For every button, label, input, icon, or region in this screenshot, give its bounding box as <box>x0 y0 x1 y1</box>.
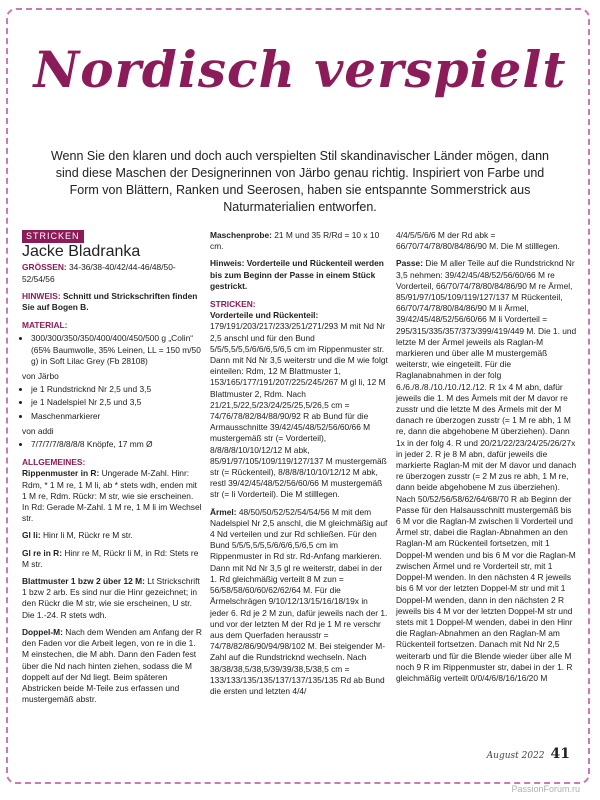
material-needle-2: • je 1 Nadelspiel Nr 2,5 und 3,5 <box>31 397 202 408</box>
gauge-text: 21 M und 35 R/Rd = 10 x 10 cm. <box>210 230 380 252</box>
section-tag: STRICKEN <box>22 230 84 243</box>
pattern-title: Jacke Bladranka <box>22 243 141 261</box>
general-label: ALLGEMEINES: <box>22 457 86 468</box>
note-label: Hinweis: <box>210 258 245 269</box>
column-3 <box>396 230 578 690</box>
column-1 <box>22 230 202 711</box>
material-list <box>22 333 202 367</box>
body-label: Vorderteile und Rückenteil: <box>210 310 319 321</box>
page-title: Nordisch verspielt <box>33 40 567 99</box>
page-number: 41 <box>550 746 570 762</box>
markers-brand: von addi <box>22 425 54 436</box>
issue-date: August 2022 <box>486 751 545 761</box>
rib-text: Ungerade M-Zahl. Hinr: Rdm, * 1 M re, 1 M li, ab * stets wdh, enden mit 1 M re, Rdm. Rückr: M str, wie sie erscheinen. In Rd: Gerade M-Zahl. 1 M re, 1 M li im Wechsel str. <box>22 468 202 524</box>
material-yarn: • 300/300/350/350/400/400/450/500 g „Colin“ (65% Baumwolle, 35% Leinen, LL = 150 m/50 g) in Soft Lilac Grey (Fb 28108) <box>31 333 202 367</box>
material-needle-1: • je 1 Rundstricknd Nr 2,5 und 3,5 <box>31 384 202 395</box>
material-buttons: • 7/7/7/7/8/8/8/8 Knöpfe, 17 mm Ø <box>31 439 202 450</box>
gauge-label: Maschenprobe: <box>210 230 272 240</box>
sizes-label: GRÖSSEN: <box>22 262 67 273</box>
page-footer <box>487 746 570 762</box>
sizes-value: 34-36/38-40/42/44-46/48/50-52/54/56 <box>22 262 176 284</box>
rib-label: Rippenmuster in R: <box>22 468 100 479</box>
article-columns <box>22 230 578 760</box>
note-text: Vorderteile und Rückenteil werden bis zum Beginn der Passe in einem Stück gestrickt. <box>210 258 384 291</box>
body-text: 179/191/203/217/233/251/271/293 M mit Nd Nr 2,5 anschl und für den Bund 5/5/5,5/5,5/6/6/6,5/6,5 cm im Rippenmuster str. Dann mit Nd Nr 3,5 weiterstr und die M wie folgt einteilen: Rdm, 12 M Blattmuster 1, 153/165/177/191/207/225/245/267 M gl li, 12 M Blattmuster 2, Rdm. Nach 21/21,5/22,5/23/24/25/25,5/26,5 cm = 74/76/78/82/84/88/90/92 R ab Bund für die Armausschnitte 39/42/45/48/52/56/60/66 M mustergemäß str (= Vorderteil), 8/8/8/8/10/10/12/12 M abk, 85/91/97/105/109/119/127/137 M mustergemäß str (= Rückenteil), 8/8/8/8/10/10/12/12 M abk, restl 39/42/45/48/52/56/60/66 M mustergemäß str (= li Vorderteil). Die M stilllegen. <box>210 321 388 500</box>
yoke-label: Passe: <box>396 258 424 269</box>
material-label: MATERIAL: <box>22 320 68 331</box>
sleeve-text: 48/50/50/52/52/54/54/56 M mit dem Nadelspiel Nr 2,5 anschl, die M gleichmäßig auf 4 Nd verteilen und zur Rd schließen. Für den Bund 5/5/5,5/5,5/6/6/6,5/6,5 cm im Rippenmuster in Rd str. Rd-Anfang markieren. Dann mit Nd Nr 3,5 gl re weiterstr, dabei in der 1. Rd gleichmäßig verteilt 8 M zun = 56/58/58/60/60/62/62/64 M. Für die Ärmelschrägen 9/10/12/13/15/16/18/19x in jeder 6. Rd je 2 M zun, dafür jeweils nach der 1. und vor der letzten M der Rd je 1 M re verschr aus dem Querfaden herausstr = 74/78/82/86/90/94/98/102 M. Bei steigender M-Zahl auf die Rundstricknd wechseln. Nach 38/38/38,5/38,5/39/39/38,5/38,5 cm = 133/133/135/135/137/137/135/135 Rd ab Bund die ersten und letzten 4/4/ <box>210 506 388 696</box>
intro-text: Wenn Sie den klaren und doch auch verspielten Stil skandinavischer Länder mögen, dann sind diese Maschen der Designerinnen von Järbo genau richtig. Inspiriert von Farbe und Form von Blättern, Ranken und Seerosen, haben sie entspannte Sommerstrick aus Naturmaterialien entworfen. <box>50 149 549 214</box>
hint-value: Schnitt und Strickschriften finden Sie auf Bogen B. <box>22 290 198 313</box>
tools-list <box>22 384 202 422</box>
stricken-label: STRICKEN: <box>210 299 256 310</box>
sleeve-continued: 4/4/5/5/6/6 M der Rd abk = 66/70/74/78/80/84/86/90 M. Die M stilllegen. <box>396 230 560 252</box>
gl-li-label: Gl li: <box>22 530 41 541</box>
buttons-list <box>22 439 202 450</box>
gl-re-label: Gl re in R: <box>22 547 63 558</box>
sleeve-label: Ärmel: <box>210 506 237 517</box>
blatt-text: Lt Strickschrift 1 bzw 2 arb. Es sind nur die Hinr gezeichnet; in den Rückr die M str, wie sie erscheinen, U str. Die 1.-24. R stets wdh. <box>22 576 200 620</box>
doppel-text: Nach dem Wenden am Anfang der R den Faden vor die Arbeit legen, von re in die 1. M einstechen, die M abh. Dann den Faden fest über die Nd nach hinten ziehen, sodass die M doppelt auf der Nd liegt. Beim späteren Abstricken beide M-Teile zus erfassen und mustergemäß abstr. <box>22 626 202 705</box>
gl-li-text: Hinr li M, Rückr re M str. <box>42 530 133 541</box>
yarn-brand: von Järbo <box>22 371 59 382</box>
blatt-label: Blattmuster 1 bzw 2 über 12 M: <box>22 576 145 587</box>
doppel-label: Doppel-M: <box>22 626 63 637</box>
column-2 <box>210 230 388 703</box>
hint-label: HINWEIS: <box>22 290 61 301</box>
yoke-text: Die M aller Teile auf die Rundstricknd Nr 3,5 nehmen: 39/42/45/48/52/56/60/66 M re Vorderteil, 66/70/74/78/80/84/86/90 M re Ärmel, 85/91/97/105/109/119/127/137 M Rückenteil, 66/70/74/78/80/84/86/90 M li Ärmel, 39/42/45/48/52/56/60/66 M li Vorderteil = 295/315/335/357/373/399/419/449 M. Die 1. und letzte M der Ärmel jeweils als Raglan-M markieren und über alle M mustergemäß weiterstr, wie eingeteilt. Für die Raglanabnahmen in der folg 6./6./8./8./10./10./12./12. R 1x 4 M abn, dafür jeweils die 1. M des Ärmels mit der M davor re zusstr und die letzte M des Ärmels mit der M danach re überzogen zusstr (= 1 M re abh, 1 M re, dann die abgehobene M überziehen). Dann 1x in der folg 4. R und 20/21/22/23/24/25/26/27x in jeder 2. R je 8 M abn, dafür jeweils die markierte Raglan-M mit der M davor und danach re überzogen zusstr (= 2 M zus re abh, 1 M re, dann beide abgehobene M zus überziehen). Nach 50/52/56/58/62/64/68/70 R ab Beginn der Passe für den Halsausschnitt mustergemäß bis 6 M vor die Raglan-M zwischen li Vorderteil und Ärmel str, dabei die Raglan-Abnahmen an den Raglan-M am Rückenteil fortsetzen, mit 1 Doppel-M wenden und bis 6 M vor die Raglan-M zwischen Ärmel und re Vorderteil str, mit 1 Doppel-M wenden. In den nächsten 4 R jeweils bis 6 M vor der letzten Doppel-M str und mit 1 Doppel-M wenden, dann in den nächsten 2 R jeweils bis 4 M vor der letzten Doppel-M str und stets mit 1 Doppel-M wenden, dabei in den Hinr die Raglan-Abnahmen an den Raglan-M am Rückenteil fortsetzen. Danach mit Nd Nr 2,5 weiterarb und für die Blende wieder über alle M noch 9 R im Rippenmuster str, dabei in der 1. R gleichmäßig verteilt 0/0/4/6/8/16/16/20 M <box>396 258 577 683</box>
watermark: PassionForum.ru <box>511 784 580 794</box>
material-markers: • Maschenmarkierer <box>31 411 202 422</box>
gl-re-text: Hinr re M, Rückr li M, in Rd: Stets re M str. <box>22 547 199 569</box>
